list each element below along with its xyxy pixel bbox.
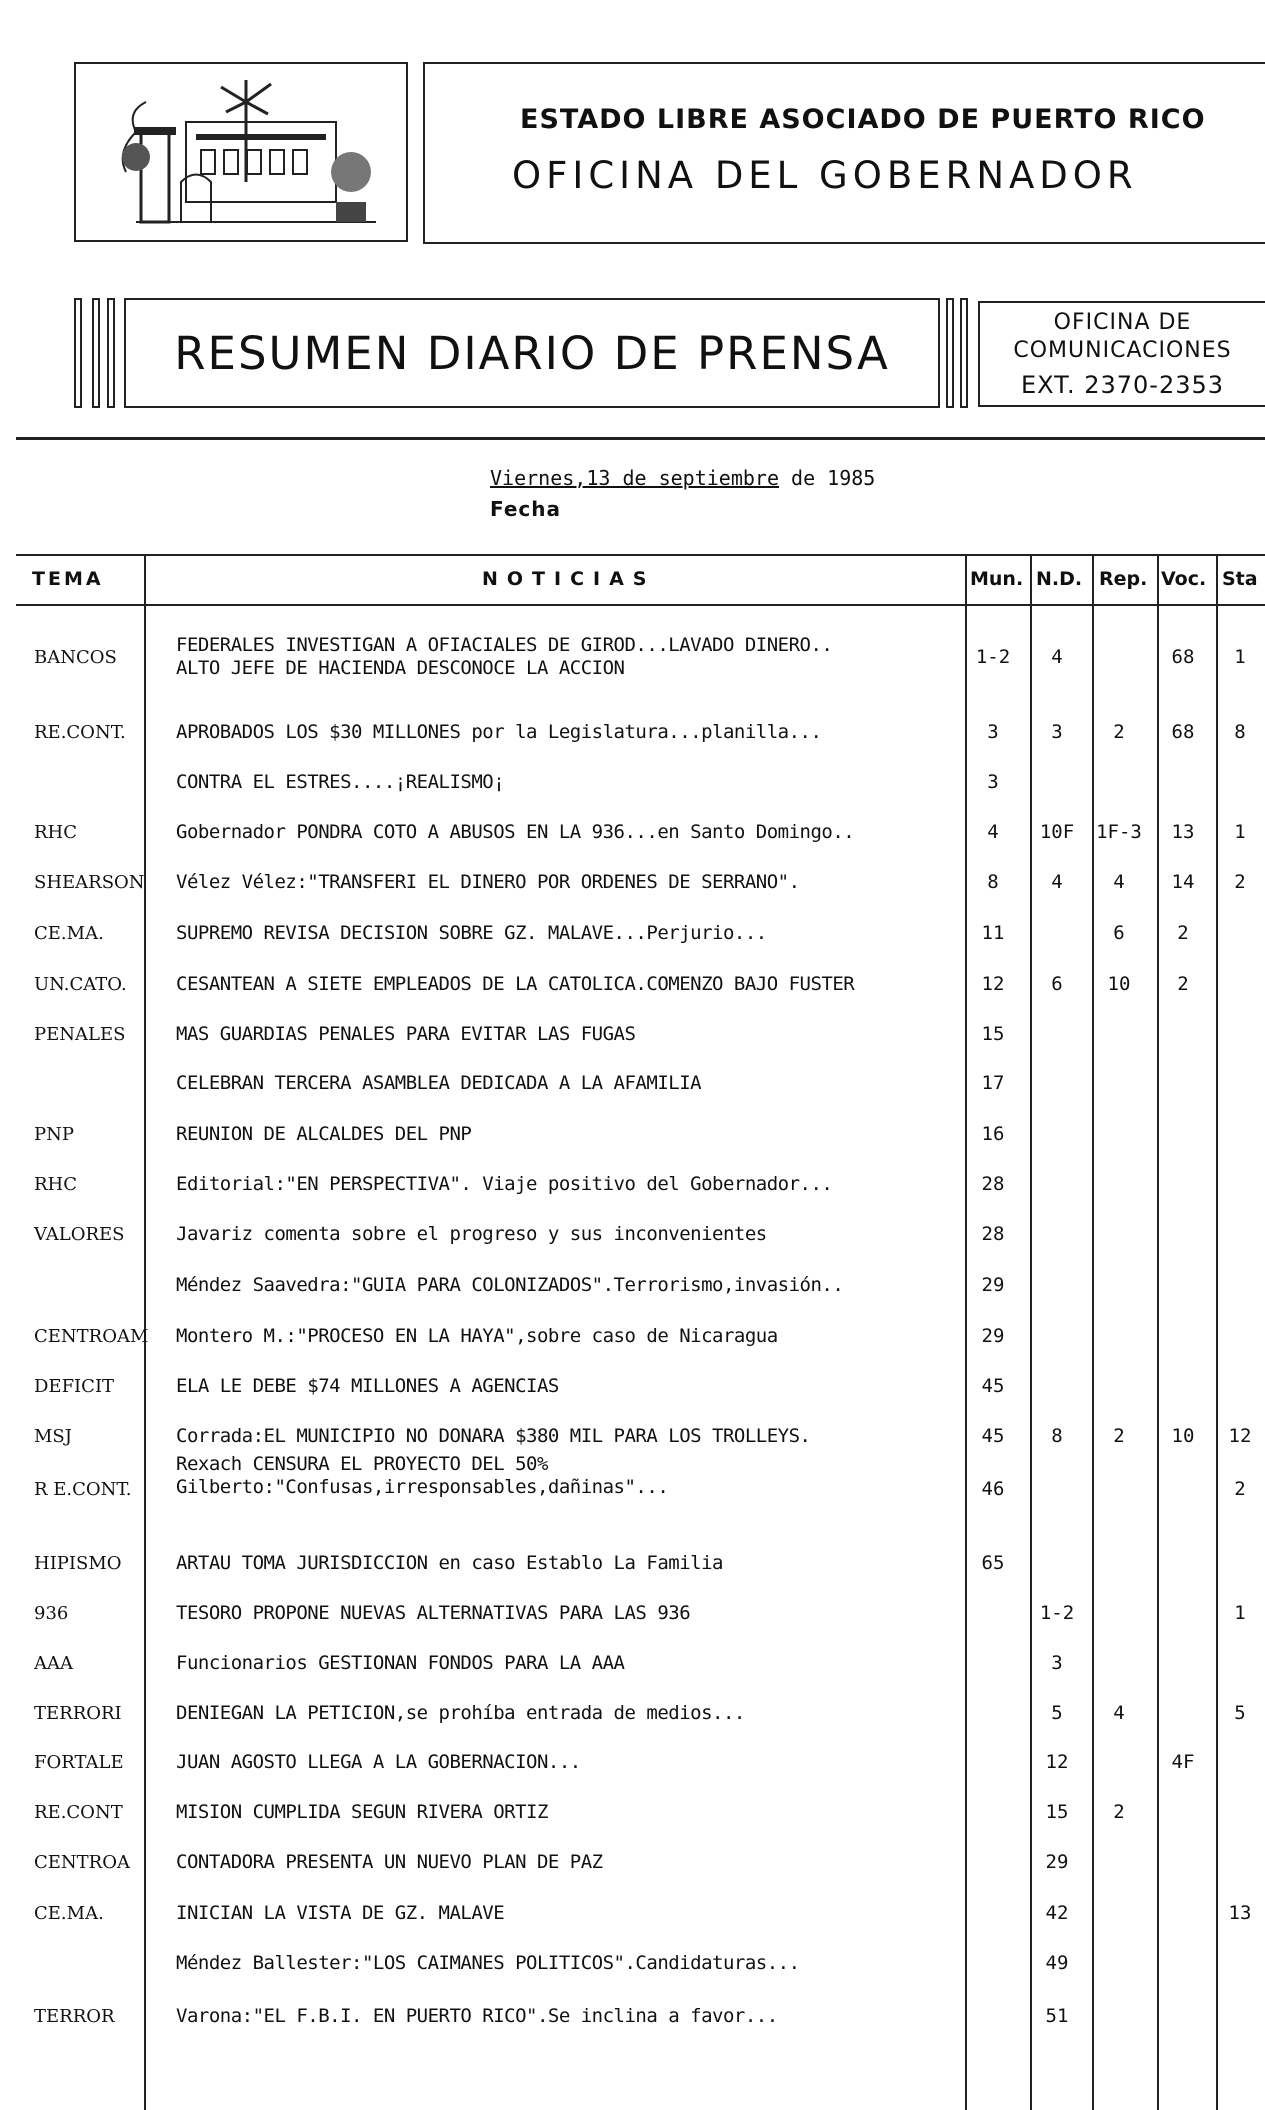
table-row <box>0 2005 1265 2055</box>
row-tema: MSJ <box>34 1426 72 1447</box>
fortaleza-building-icon <box>96 72 386 232</box>
row-sta: 5 <box>1234 1702 1246 1724</box>
row-mun: 28 <box>981 1173 1005 1195</box>
comm-line1: OFICINA DE <box>1053 310 1192 335</box>
table-row <box>0 871 1265 921</box>
table-row <box>0 1072 1265 1122</box>
left-bar-3 <box>107 298 115 408</box>
row-mun: 17 <box>981 1072 1005 1094</box>
row-nd: 10F <box>1039 821 1075 843</box>
row-tema: PNP <box>34 1124 74 1145</box>
row-nd: 6 <box>1051 973 1063 995</box>
right-bar-1 <box>946 298 954 408</box>
table-row <box>0 1552 1265 1602</box>
row-headline: Varona:"EL F.B.I. EN PUERTO RICO".Se inclina a favor... <box>176 2005 778 2027</box>
header-mun: Mun. <box>970 568 1024 590</box>
table-row <box>0 1325 1265 1375</box>
row-nd: 29 <box>1045 1851 1069 1873</box>
row-tema: UN.CATO. <box>34 974 127 995</box>
row-mun: 15 <box>981 1023 1005 1045</box>
row-voc: 10 <box>1171 1425 1195 1447</box>
row-nd: 5 <box>1051 1702 1063 1724</box>
row-headline: FEDERALES INVESTIGAN A OFIACIALES DE GIROD...LAVADO DINERO.. ALTO JEFE DE HACIENDA DESCONOCE LA ACCION <box>176 634 833 679</box>
table-row <box>0 973 1265 1023</box>
row-voc: 68 <box>1171 646 1195 668</box>
header-line1: ESTADO LIBRE ASOCIADO DE PUERTO RICO <box>520 104 1206 135</box>
row-headline: MISION CUMPLIDA SEGUN RIVERA ORTIZ <box>176 1801 548 1823</box>
comm-line2: COMUNICACIONES <box>1013 338 1232 363</box>
row-mun: 12 <box>981 973 1005 995</box>
row-rep: 4 <box>1113 871 1125 893</box>
row-rep: 4 <box>1113 1702 1125 1724</box>
row-headline: Rexach CENSURA EL PROYECTO DEL 50% Gilberto:"Confusas,irresponsables,dañinas"... <box>176 1453 669 1498</box>
row-tema: RHC <box>34 1174 78 1195</box>
row-tema: CENTROAM <box>34 1326 149 1347</box>
header-tema: TEMA <box>32 568 104 590</box>
table-header-line <box>16 604 1265 606</box>
row-voc: 4F <box>1171 1751 1195 1773</box>
row-nd: 4 <box>1051 646 1063 668</box>
header-sta: Sta <box>1222 568 1258 590</box>
row-tema: DEFICIT <box>34 1376 115 1397</box>
row-mun: 29 <box>981 1274 1005 1296</box>
row-tema: FORTALE <box>34 1752 124 1773</box>
row-nd: 42 <box>1045 1902 1069 1924</box>
table-row <box>0 1375 1265 1425</box>
row-mun: 11 <box>981 922 1005 944</box>
table-row <box>0 721 1265 771</box>
title-box <box>124 298 940 408</box>
table-row <box>0 1023 1265 1073</box>
row-headline: ELA LE DEBE $74 MILLONES A AGENCIAS <box>176 1375 559 1397</box>
header-voc: Voc. <box>1161 568 1207 590</box>
row-headline: APROBADOS LOS $30 MILLONES por la Legislatura...planilla... <box>176 721 822 743</box>
row-headline: Editorial:"EN PERSPECTIVA". Viaje positivo del Gobernador... <box>176 1173 833 1195</box>
row-tema: 936 <box>34 1603 69 1624</box>
row-mun: 3 <box>987 721 999 743</box>
row-tema: HIPISMO <box>34 1553 122 1574</box>
row-headline: Funcionarios GESTIONAN FONDOS PARA LA AAA <box>176 1652 625 1674</box>
table-row <box>0 922 1265 972</box>
row-rep: 2 <box>1113 721 1125 743</box>
row-voc: 2 <box>1177 973 1189 995</box>
table-row <box>0 634 1265 696</box>
row-headline: Gobernador PONDRA COTO A ABUSOS EN LA 936...en Santo Domingo.. <box>176 821 855 843</box>
table-row <box>0 1952 1265 2002</box>
row-mun: 4 <box>987 821 999 843</box>
row-tema: TERROR <box>34 2006 115 2027</box>
date-year: de 1985 <box>791 466 876 490</box>
row-mun: 1-2 <box>975 646 1011 668</box>
row-nd: 15 <box>1045 1801 1069 1823</box>
row-nd: 51 <box>1045 2005 1069 2027</box>
row-tema: RE.CONT <box>34 1802 123 1823</box>
row-headline: Méndez Ballester:"LOS CAIMANES POLITICOS".Candidaturas... <box>176 1952 800 1974</box>
row-headline: Montero M.:"PROCESO EN LA HAYA",sobre caso de Nicaragua <box>176 1325 778 1347</box>
row-nd: 8 <box>1051 1425 1063 1447</box>
row-voc: 2 <box>1177 922 1189 944</box>
row-nd: 4 <box>1051 871 1063 893</box>
row-sta: 2 <box>1234 1478 1246 1500</box>
header-nd: N.D. <box>1036 568 1083 590</box>
date-row <box>490 466 875 490</box>
table-row <box>0 771 1265 821</box>
row-mun: 28 <box>981 1223 1005 1245</box>
row-tema: BANCOS <box>34 647 117 668</box>
row-rep: 2 <box>1113 1801 1125 1823</box>
table-row <box>0 1173 1265 1223</box>
row-headline: Vélez Vélez:"TRANSFERI EL DINERO POR ORDENES DE SERRANO". <box>176 871 800 893</box>
left-bar-1 <box>74 298 82 408</box>
row-tema: CENTROA <box>34 1852 130 1873</box>
fortaleza-logo <box>74 62 408 242</box>
row-mun: 45 <box>981 1425 1005 1447</box>
row-tema: RHC <box>34 822 78 843</box>
table-row <box>0 1274 1265 1324</box>
header-box <box>423 62 1265 244</box>
row-headline: INICIAN LA VISTA DE GZ. MALAVE <box>176 1902 505 1924</box>
page-title: RESUMEN DIARIO DE PRENSA <box>174 326 890 380</box>
header-line2: OFICINA DEL GOBERNADOR <box>512 154 1138 197</box>
row-tema: RE.CONT. <box>34 722 126 743</box>
row-tema: PENALES <box>34 1024 126 1045</box>
row-voc: 68 <box>1171 721 1195 743</box>
table-row <box>0 1123 1265 1173</box>
row-headline: ARTAU TOMA JURISDICCION en caso Establo La Familia <box>176 1552 723 1574</box>
row-headline: CONTADORA PRESENTA UN NUEVO PLAN DE PAZ <box>176 1851 603 1873</box>
row-rep: 6 <box>1113 922 1125 944</box>
table-row <box>0 1652 1265 1702</box>
row-nd: 49 <box>1045 1952 1069 1974</box>
date-value: Viernes,13 de septiembre <box>490 466 779 490</box>
table-top-line <box>16 554 1265 556</box>
row-nd: 1-2 <box>1039 1602 1075 1624</box>
row-headline: CELEBRAN TERCERA ASAMBLEA DEDICADA A LA AFAMILIA <box>176 1072 702 1094</box>
row-voc: 13 <box>1171 821 1195 843</box>
row-rep: 10 <box>1107 973 1131 995</box>
row-headline: Corrada:EL MUNICIPIO NO DONARA $380 MIL PARA LOS TROLLEYS. <box>176 1425 811 1447</box>
row-sta: 1 <box>1234 821 1246 843</box>
table-row <box>0 1801 1265 1851</box>
row-nd: 12 <box>1045 1751 1069 1773</box>
row-headline: Javariz comenta sobre el progreso y sus inconvenientes <box>176 1223 767 1245</box>
row-headline: TESORO PROPONE NUEVAS ALTERNATIVAS PARA LAS 936 <box>176 1602 691 1624</box>
row-tema: CE.MA. <box>34 1903 104 1924</box>
row-voc: 14 <box>1171 871 1195 893</box>
table-row <box>0 1751 1265 1801</box>
row-tema: SHEARSON <box>34 872 145 893</box>
date-label: Fecha <box>490 497 562 521</box>
row-rep: 2 <box>1113 1425 1125 1447</box>
row-sta: 13 <box>1228 1902 1252 1924</box>
row-mun: 45 <box>981 1375 1005 1397</box>
row-sta: 1 <box>1234 1602 1246 1624</box>
comm-line3: EXT. 2370-2353 <box>1020 371 1225 399</box>
table-row <box>0 1902 1265 1952</box>
table-row <box>0 1702 1265 1752</box>
communications-box <box>978 301 1265 407</box>
row-mun: 46 <box>981 1478 1005 1500</box>
row-tema: TERRORI <box>34 1703 122 1724</box>
separator-top <box>16 437 1265 440</box>
table-row <box>0 1602 1265 1652</box>
row-headline: Méndez Saavedra:"GUIA PARA COLONIZADOS".Terrorismo,invasión.. <box>176 1274 844 1296</box>
row-headline: MAS GUARDIAS PENALES PARA EVITAR LAS FUGAS <box>176 1023 636 1045</box>
row-mun: 8 <box>987 871 999 893</box>
row-mun: 65 <box>981 1552 1005 1574</box>
right-bar-2 <box>960 298 968 408</box>
table-row <box>0 1453 1265 1528</box>
row-nd: 3 <box>1051 721 1063 743</box>
row-mun: 16 <box>981 1123 1005 1145</box>
table-row <box>0 821 1265 871</box>
header-noticias: NOTICIAS <box>482 568 656 590</box>
table-row <box>0 1223 1265 1273</box>
left-bar-2 <box>92 298 100 408</box>
row-mun: 29 <box>981 1325 1005 1347</box>
table-row <box>0 1851 1265 1901</box>
row-headline: CONTRA EL ESTRES....¡REALISMO¡ <box>176 771 505 793</box>
row-sta: 8 <box>1234 721 1246 743</box>
row-headline: SUPREMO REVISA DECISION SOBRE GZ. MALAVE...Perjurio... <box>176 922 767 944</box>
row-tema: VALORES <box>34 1224 125 1245</box>
row-tema: AAA <box>34 1653 73 1674</box>
row-sta: 2 <box>1234 871 1246 893</box>
row-headline: JUAN AGOSTO LLEGA A LA GOBERNACION... <box>176 1751 581 1773</box>
row-headline: REUNION DE ALCALDES DEL PNP <box>176 1123 472 1145</box>
row-tema: R E.CONT. <box>34 1479 132 1500</box>
row-tema: CE.MA. <box>34 923 104 944</box>
header-rep: Rep. <box>1099 568 1148 590</box>
row-sta: 12 <box>1228 1425 1252 1447</box>
row-sta: 1 <box>1234 646 1246 668</box>
row-nd: 3 <box>1051 1652 1063 1674</box>
row-mun: 3 <box>987 771 999 793</box>
row-headline: DENIEGAN LA PETICION,se prohíba entrada de medios... <box>176 1702 745 1724</box>
row-rep: 1F-3 <box>1096 821 1142 843</box>
row-headline: CESANTEAN A SIETE EMPLEADOS DE LA CATOLICA.COMENZO BAJO FUSTER <box>176 973 855 995</box>
